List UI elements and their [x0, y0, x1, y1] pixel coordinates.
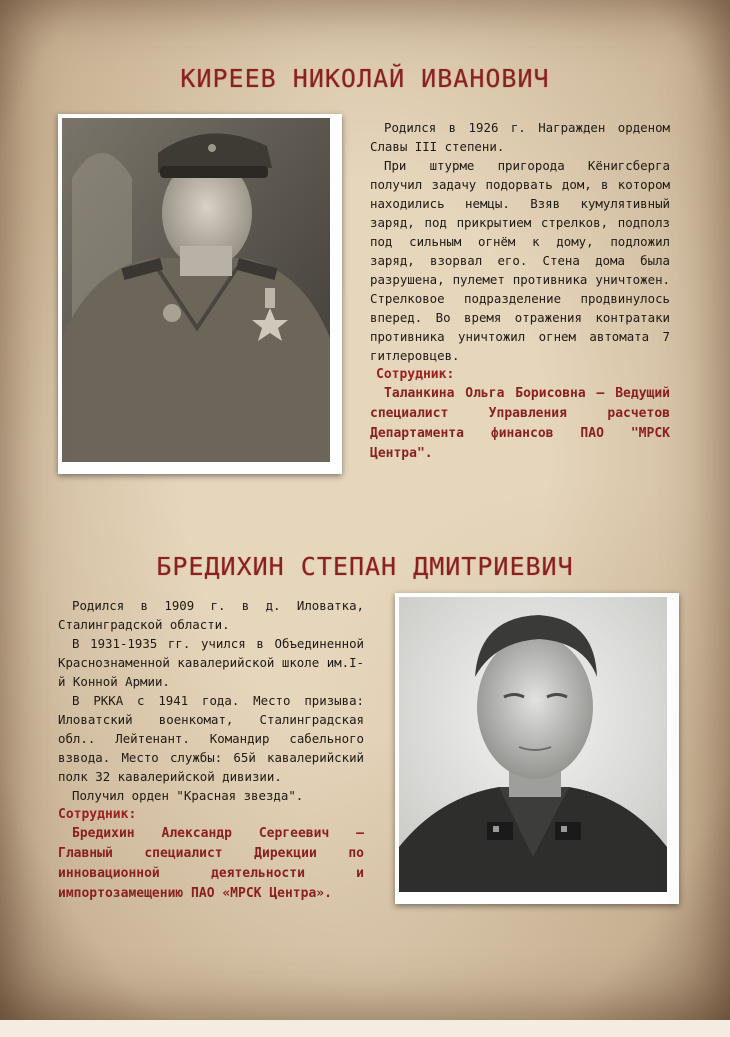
hero1-bio-paragraph: При штурме пригорода Кёнигсберга получил задачу подорвать дом, в котором находились немцы. Взяв кумулятивный заряд, под прикрытием стрелков, подполз под сильным огнём к дому, подложил заряд, взорвал его. Стена дома была разрушена, пулемет противника уничтожен. Стрелковое подразделение продвинулось вперед. Во время отражения контратаки противника уничтожил огнем автомата 7 гитлеровцев. — [370, 158, 670, 363]
hero2-employee-name: Бредихин Александр Сергеевич – Главный специалист Дирекции по инновационной деятельности и импортозамещению ПАО «МРСК Центра». — [58, 826, 364, 901]
hero2-bio-paragraph: В РККА с 1941 года. Место призыва: Иловатский военкомат, Сталинградская обл.. Лейтенант. Командир сабельного взвода. Место службы: 65й кавалерийский полк 32 кавалерийской дивизии. — [58, 693, 364, 784]
hero2-name-heading: БРЕДИХИН СТЕПАН ДМИТРИЕВИЧ — [156, 552, 574, 581]
hero2-bio-paragraph: Получил орден "Красная звезда". — [72, 788, 304, 803]
hero1-biography — [370, 118, 670, 464]
hero2-employee-label: Сотрудник: — [58, 807, 137, 822]
hero1-name-heading: КИРЕЕВ НИКОЛАЙ ИВАНОВИЧ — [180, 64, 550, 93]
hero1-bio-paragraph: Родился в 1926 г. Награжден орденом Славы III степени. — [370, 120, 670, 154]
hero1-portrait-photo — [58, 114, 342, 474]
hero1-employee-name: Таланкина Ольга Борисовна – Ведущий специалист Управления расчетов Департамента финансов ПАО "МРСК Центра". — [370, 386, 670, 461]
hero1-employee-label: Сотрудник: — [376, 367, 455, 382]
hero2-portrait-photo — [395, 593, 679, 904]
hero2-bio-paragraph: Родился в 1909 г. в д. Иловатка, Сталинградской области. — [58, 598, 364, 632]
hero2-biography — [58, 596, 364, 904]
hero2-bio-paragraph: В 1931-1935 гг. учился в Объединенной Краснознаменной кавалерийской школе им.I-й Конной Армии. — [58, 636, 364, 689]
